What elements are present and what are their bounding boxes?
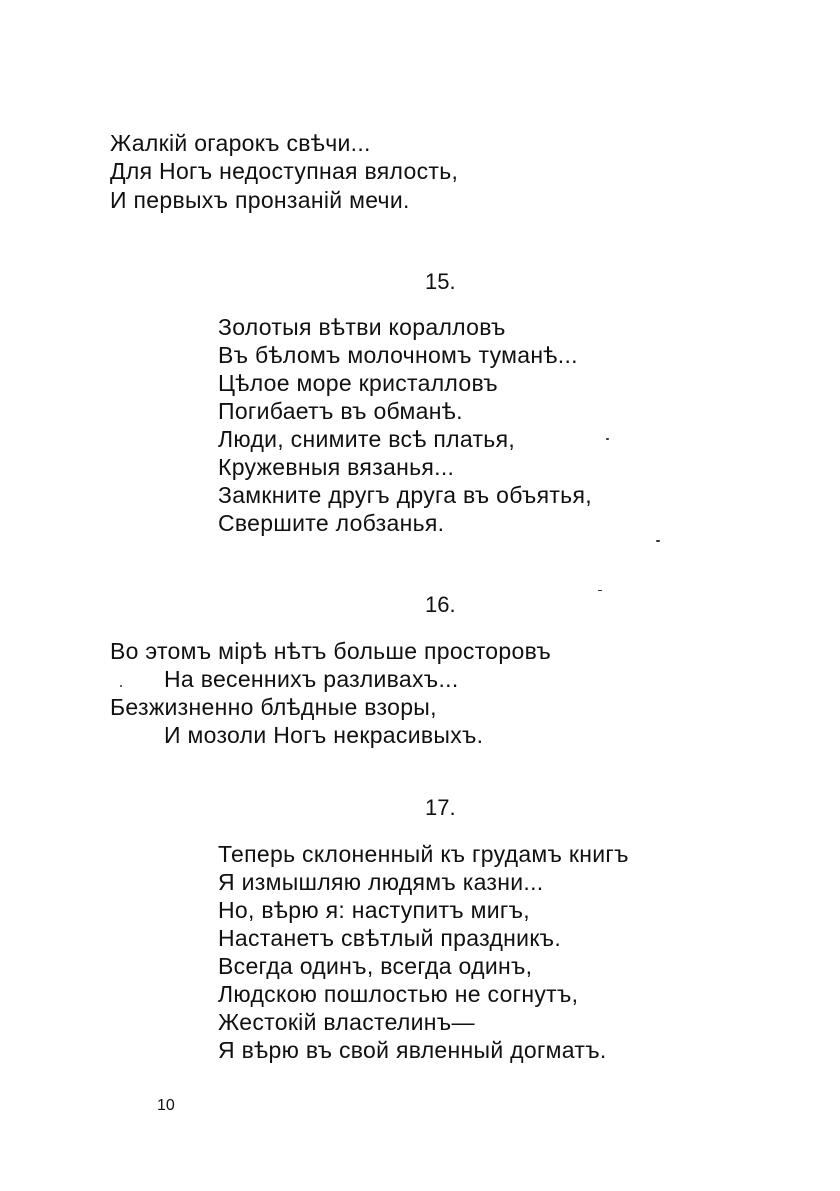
verse-line: Теперь склоненный къ грудамъ книгъ [218, 841, 629, 867]
verse-line: Погибаетъ въ обманѣ. [218, 398, 463, 424]
print-speck [606, 438, 609, 440]
verse-line: Я вѣрю въ свой явленный догматъ. [218, 1037, 607, 1063]
verse-line: На весеннихъ разливахъ... [164, 666, 459, 692]
verse-line: Настанетъ свѣтлый праздникъ. [218, 925, 562, 951]
poem-number: 15. [425, 269, 456, 294]
verse-line: И первыхъ пронзаній мечи. [110, 187, 410, 213]
verse-line: Золотыя вѣтви коралловъ [218, 314, 506, 340]
verse-line: Во этомъ мірѣ нѣтъ больше просторовъ [110, 638, 552, 664]
verse-line: И мозоли Ногъ некрасивыхъ. [164, 722, 484, 748]
verse-line: Замкните другъ друга въ объятья, [218, 482, 592, 508]
verse-line: Всегда одинъ, всегда одинъ, [218, 953, 533, 979]
page-number: 10 [157, 1097, 175, 1114]
verse-line: Жалкій огарокъ свѣчи... [110, 130, 371, 156]
verse-line: Жестокій властелинъ— [218, 1009, 475, 1035]
verse-line: Свершите лобзанья. [218, 510, 445, 536]
verse-line: Цѣлое море кристалловъ [218, 370, 498, 396]
poem-number: 17. [425, 795, 456, 820]
verse-line: Люди, снимите всѣ платья, [218, 426, 516, 452]
verse-line: Безжизненно блѣдные взоры, [110, 694, 437, 720]
print-speck [656, 540, 660, 542]
print-speck [598, 590, 602, 591]
poem-number: 16. [425, 592, 456, 617]
verse-line: Въ бѣломъ молочномъ туманѣ... [218, 342, 578, 368]
print-speck [120, 685, 122, 687]
verse-line: Я измышляю людямъ казни... [218, 869, 544, 895]
verse-line: Людскою пошлостью не согнутъ, [218, 981, 579, 1007]
verse-line: Но, вѣрю я: наступитъ мигъ, [218, 897, 530, 923]
verse-line: Для Ногъ недоступная вялость, [110, 158, 459, 184]
verse-line: Кружевныя вязанья... [218, 454, 455, 480]
